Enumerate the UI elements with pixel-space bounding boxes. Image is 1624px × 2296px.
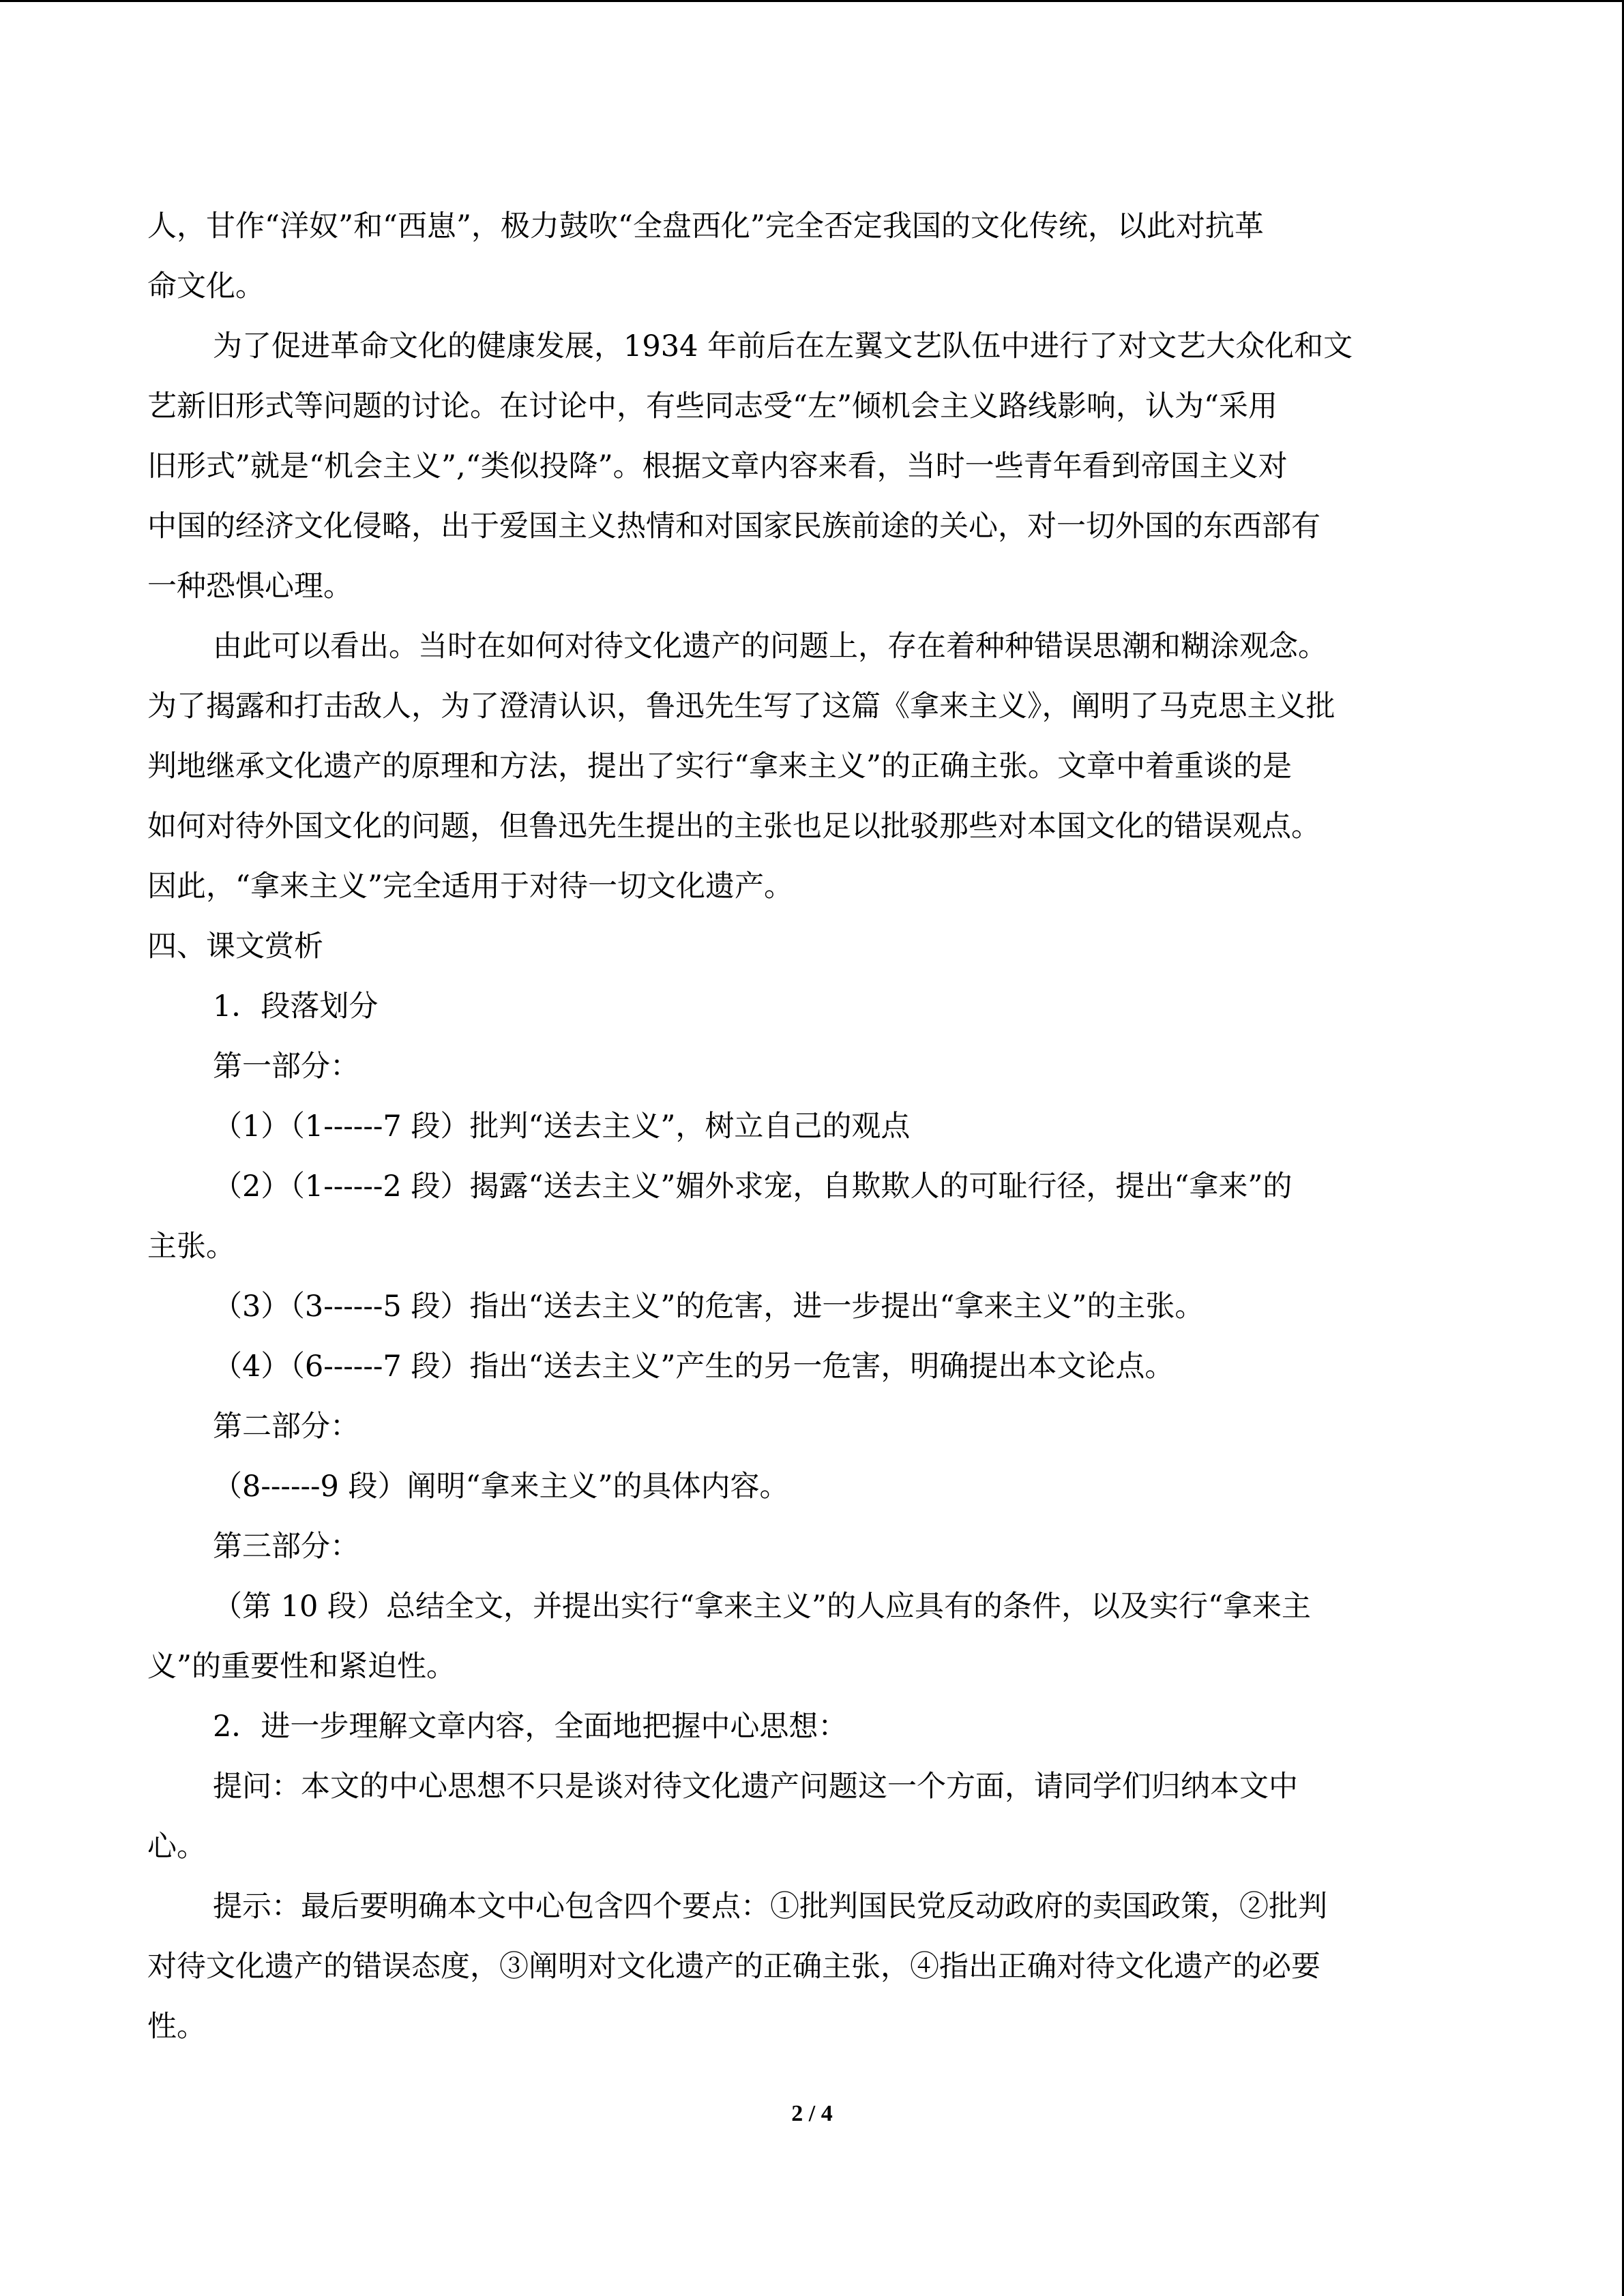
text-line: 为了促进革命文化的健康发展，1934 年前后在左翼文艺队伍中进行了对文艺大众化和文: [213, 329, 1353, 363]
text-line: （1）（1------7 段）批判“送去主义”，树立自己的观点: [213, 1109, 911, 1144]
text-line: 1．段落划分: [213, 989, 379, 1024]
page-border-top: [0, 0, 1624, 2]
text-line: 提示：最后要明确本文中心包含四个要点：①批判国民党反动政府的卖国政策，②批判: [213, 1890, 1327, 1924]
text-line: 四、课文赏析: [147, 929, 323, 964]
text-line: （第 10 段）总结全文，并提出实行“拿来主义”的人应具有的条件，以及实行“拿来主: [213, 1590, 1312, 1624]
text-line: 艺新旧形式等问题的讨论。在讨论中，有些同志受“左”倾机会主义路线影响，认为“采用: [147, 389, 1278, 423]
text-line: 对待文化遗产的错误态度，③阐明对文化遗产的正确主张，④指出正确对待文化遗产的必要: [147, 1950, 1320, 1984]
text-line: 判地继承文化遗产的原理和方法，提出了实行“拿来主义”的正确主张。文章中着重谈的是: [147, 749, 1292, 784]
text-line: （4）（6------7 段）指出“送去主义”产生的另一危害，明确提出本文论点。: [213, 1350, 1175, 1384]
text-line: 第二部分：: [213, 1410, 359, 1444]
text-line: 性。: [147, 2010, 206, 2044]
text-line: 义”的重要性和紧迫性。: [147, 1650, 456, 1684]
text-line: 主张。: [147, 1229, 235, 1264]
text-line: 旧形式”就是“机会主义”,“类似投降”。根据文章内容来看，当时一些青年看到帝国主义对: [147, 449, 1288, 483]
text-line: 如何对待外国文化的问题，但鲁迅先生提出的主张也足以批驳那些对本国文化的错误观点。: [147, 809, 1320, 844]
text-line: 心。: [147, 1830, 206, 1864]
text-line: 第三部分：: [213, 1530, 359, 1564]
text-line: 提问：本文的中心思想不只是谈对待文化遗产问题这一个方面，请同学们归纳本文中: [213, 1770, 1298, 1804]
text-line: 第一部分：: [213, 1049, 359, 1084]
text-line: 为了揭露和打击敌人，为了澄清认识，鲁迅先生写了这篇《拿来主义》，阐明了马克思主义批: [147, 689, 1335, 724]
text-line: （3）（3------5 段）指出“送去主义”的危害，进一步提出“拿来主义”的主张。: [213, 1289, 1205, 1324]
text-line: （8------9 段）阐明“拿来主义”的具体内容。: [213, 1470, 789, 1504]
page-number: 2 / 4: [791, 2101, 833, 2126]
text-line: 命文化。: [147, 269, 265, 303]
text-line: 中国的经济文化侵略，出于爱国主义热情和对国家民族前途的关心，对一切外国的东西部有: [147, 509, 1320, 543]
text-line: 人，甘作“洋奴”和“西崽”，极力鼓吹“全盘西化”完全否定我国的文化传统，以此对抗革: [147, 209, 1264, 243]
text-line: （2）（1------2 段）揭露“送去主义”媚外求宠，自欺欺人的可耻行径，提出“拿来”的: [213, 1169, 1293, 1204]
text-line: 2．进一步理解文章内容，全面地把握中心思想：: [213, 1710, 848, 1744]
text-line: 一种恐惧心理。: [147, 569, 353, 603]
document-body: [147, 196, 1484, 2057]
text-line: 因此，“拿来主义”完全适用于对待一切文化遗产。: [147, 869, 793, 904]
text-line: 由此可以看出。当时在如何对待文化遗产的问题上，存在着种种错误思潮和糊涂观念。: [213, 629, 1327, 664]
